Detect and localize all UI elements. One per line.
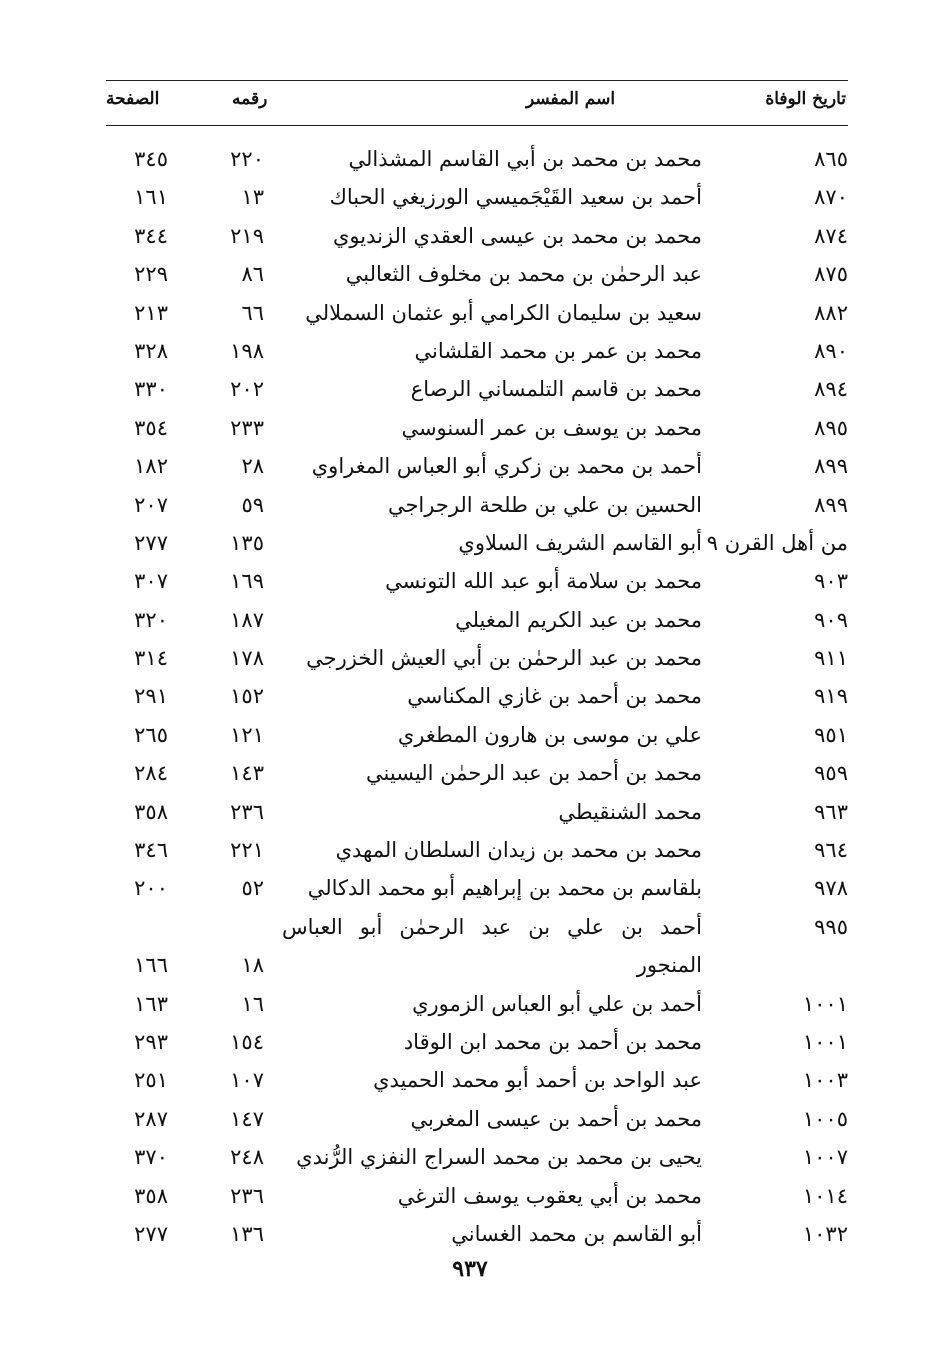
table-row bbox=[106, 447, 848, 485]
death-date: ٨٩٥ bbox=[814, 415, 848, 440]
page-reference: ٢١٣ bbox=[134, 300, 168, 325]
page-reference: ٢٦٥ bbox=[134, 722, 168, 747]
entry-number: ١٨ bbox=[241, 953, 264, 978]
page-reference: ١٨٢ bbox=[134, 454, 168, 479]
table-row bbox=[106, 178, 848, 216]
commentator-name: أحمد بن محمد بن زكري أبو العباس المغراوي bbox=[311, 454, 702, 479]
death-date: ٩٥١ bbox=[814, 722, 848, 747]
commentator-name: أحمد بن سعيد القَيْجَميسي الورزيغي الحباك bbox=[329, 185, 702, 210]
death-date: ٨٦٥ bbox=[814, 147, 848, 171]
entry-number: ١٣٥ bbox=[230, 530, 264, 555]
page-reference: ٢٠٠ bbox=[134, 876, 168, 901]
death-date: ١٠٣٢ bbox=[802, 1221, 848, 1246]
commentator-name: محمد بن محمد بن زيدان السلطان المهدي bbox=[335, 838, 702, 863]
table-row bbox=[106, 793, 848, 831]
death-date: ٩٠٩ bbox=[814, 607, 848, 632]
commentator-name: محمد بن أحمد بن محمد ابن الوقاد bbox=[403, 1030, 702, 1054]
table-body bbox=[106, 140, 848, 1253]
death-date: ٨٧٥ bbox=[814, 262, 848, 287]
commentator-name: محمد بن عبد الرحمٰن بن أبي العيش الخزرجي bbox=[306, 646, 702, 671]
entry-number: ١٠٧ bbox=[230, 1068, 264, 1093]
death-date: ١٠٠٧ bbox=[802, 1145, 848, 1170]
page-reference: ٢٧٧ bbox=[134, 530, 168, 555]
entry-number: ٢٣٦ bbox=[230, 1183, 264, 1208]
entry-number: ٨٦ bbox=[241, 262, 264, 287]
commentator-name: محمد بن أحمد بن غازي المكناسي bbox=[407, 684, 702, 709]
commentator-name: محمد بن محمد بن عيسى العقدي الزنديوي bbox=[332, 223, 702, 248]
death-date: ١٠٠٥ bbox=[802, 1106, 848, 1131]
table-row bbox=[106, 409, 848, 447]
table-row bbox=[106, 831, 848, 869]
commentator-name: عبد الواحد بن أحمد أبو محمد الحميدي bbox=[373, 1068, 702, 1093]
death-date: ٨٩٩ bbox=[814, 454, 848, 479]
entry-number: ٥٩ bbox=[241, 492, 264, 517]
table-row bbox=[106, 601, 848, 639]
entry-number: ٢٨ bbox=[241, 454, 264, 479]
table-row bbox=[106, 1100, 848, 1138]
table-row bbox=[106, 908, 848, 985]
commentator-name: محمد بن عمر بن محمد القلشاني bbox=[414, 338, 702, 363]
page-reference: ٢٨٤ bbox=[134, 761, 168, 786]
commentator-name: محمد الشنقيطي bbox=[558, 799, 702, 824]
page-reference: ٣١٤ bbox=[134, 646, 168, 671]
entry-number: ١٣٦ bbox=[230, 1221, 264, 1246]
death-date: ٩١١ bbox=[814, 646, 848, 671]
table-row bbox=[106, 1138, 848, 1176]
page-reference: ٣٢٨ bbox=[134, 338, 168, 363]
entry-number: ١٧٨ bbox=[230, 646, 264, 671]
commentator-name: يحيى بن محمد بن محمد السراج النفزي الرُّندي bbox=[296, 1145, 702, 1170]
entry-number: ١٦ bbox=[241, 991, 264, 1016]
commentator-name: محمد بن قاسم التلمساني الرصاع bbox=[410, 377, 702, 402]
page-reference: ٢٥١ bbox=[134, 1068, 168, 1093]
death-date: ١٠١٤ bbox=[802, 1183, 848, 1208]
entry-number: ١٤٧ bbox=[230, 1106, 264, 1131]
page-reference: ٢٨٧ bbox=[134, 1106, 168, 1131]
table-row bbox=[106, 754, 848, 792]
commentator-name: محمد بن سلامة أبو عبد الله التونسي bbox=[385, 569, 702, 594]
page-reference: ٣٥٨ bbox=[134, 799, 168, 824]
page-reference: ٢٢٩ bbox=[134, 262, 168, 287]
entry-number: ١٤٣ bbox=[230, 761, 264, 786]
entry-number: ١٥٤ bbox=[230, 1030, 264, 1054]
commentator-name: عبد الرحمٰن بن محمد بن مخلوف الثعالبي bbox=[345, 262, 702, 287]
death-date: ٨٩٩ bbox=[814, 492, 848, 517]
table-row bbox=[106, 255, 848, 293]
page-reference: ٣٠٧ bbox=[134, 569, 168, 594]
entry-number: ٢٣٦ bbox=[230, 799, 264, 824]
death-date: ١٠٠١ bbox=[802, 1030, 848, 1054]
page-reference: ١٦١ bbox=[134, 185, 168, 210]
death-date: ٩٩٥ bbox=[814, 914, 848, 939]
table-row bbox=[106, 677, 848, 715]
table-row bbox=[106, 524, 848, 562]
death-date: ١٠٠٣ bbox=[802, 1068, 848, 1093]
entry-number: ١٦٩ bbox=[230, 569, 264, 594]
table-row bbox=[106, 486, 848, 524]
death-date: ١٠٠١ bbox=[802, 991, 848, 1016]
entry-number: ٥٢ bbox=[241, 876, 264, 901]
page-reference: ٢٩٣ bbox=[134, 1030, 168, 1054]
page-reference: ٣٣٠ bbox=[134, 377, 168, 402]
table-header bbox=[106, 80, 848, 126]
table-row bbox=[106, 217, 848, 255]
entry-number: ٢٢١ bbox=[230, 838, 264, 863]
page-reference: ٢٩١ bbox=[134, 684, 168, 709]
page-reference: ٣٤٦ bbox=[134, 838, 168, 863]
page-reference: ٢٧٧ bbox=[134, 1221, 168, 1246]
table-row bbox=[106, 294, 848, 332]
commentator-name: محمد بن عبد الكريم المغيلي bbox=[455, 607, 702, 632]
table-row bbox=[106, 370, 848, 408]
commentator-name: أحمد بن علي أبو العباس الزموري bbox=[412, 991, 702, 1016]
entry-number: ٢٢٠ bbox=[230, 147, 264, 171]
death-date: ٨٩٤ bbox=[814, 377, 848, 402]
entry-number: ١٥٢ bbox=[230, 684, 264, 709]
entry-number: ١٣ bbox=[241, 185, 264, 210]
commentator-name bbox=[282, 908, 702, 985]
commentator-name: أبو القاسم الشريف السلاوي bbox=[458, 530, 702, 555]
page-reference: ٣٥٤ bbox=[134, 415, 168, 440]
death-date: ٨٧٤ bbox=[814, 223, 848, 248]
death-date: ٩٦٣ bbox=[814, 799, 848, 824]
page-reference: ٣٧٠ bbox=[134, 1145, 168, 1170]
table-row bbox=[106, 1023, 848, 1061]
page-reference: ٣٤٤ bbox=[134, 223, 168, 248]
death-date: ٩٧٨ bbox=[814, 876, 848, 901]
commentator-name: أبو القاسم بن محمد الغساني bbox=[451, 1221, 702, 1246]
commentator-name: محمد بن أحمد بن عيسى المغربي bbox=[410, 1106, 702, 1131]
commentator-name: علي بن موسى بن هارون المطغري bbox=[397, 722, 702, 747]
table-row bbox=[106, 332, 848, 370]
commentator-name: محمد بن أبي يعقوب يوسف الترغي bbox=[397, 1183, 702, 1208]
commentator-name: بلقاسم بن محمد بن إبراهيم أبو محمد الدكالي bbox=[307, 876, 702, 901]
entry-number: ٢٠٢ bbox=[230, 377, 264, 402]
table-row bbox=[106, 140, 848, 178]
commentator-name: محمد بن يوسف بن عمر السنوسي bbox=[401, 415, 702, 440]
entry-number: ٢٤٨ bbox=[230, 1145, 264, 1170]
table-row bbox=[106, 716, 848, 754]
table-row bbox=[106, 1061, 848, 1099]
commentator-name: محمد بن أحمد بن عبد الرحمٰن اليسيني bbox=[366, 761, 702, 786]
death-date: ٨٧٠ bbox=[814, 185, 848, 210]
death-date: ٩١٩ bbox=[814, 684, 848, 709]
page-reference: ٣٢٠ bbox=[134, 607, 168, 632]
commentator-name: الحسين بن علي بن طلحة الرجراجي bbox=[387, 492, 702, 517]
death-date: ٩٠٣ bbox=[814, 569, 848, 594]
death-date: ٨٩٠ bbox=[814, 338, 848, 363]
page-reference: ٣٥٨ bbox=[134, 1183, 168, 1208]
header-death-date: تاريخ الوفاة bbox=[765, 89, 846, 109]
entry-number: ١٢١ bbox=[230, 722, 264, 747]
commentator-name: محمد بن محمد بن أبي القاسم المشذالي bbox=[348, 147, 702, 171]
commentator-name-line-2: المنجور bbox=[636, 953, 702, 978]
page-reference: ١٦٣ bbox=[134, 991, 168, 1016]
page-number: ٩٣٧ bbox=[452, 1256, 488, 1282]
header-entry-number: رقمه bbox=[232, 89, 268, 109]
death-date: من أهل القرن ٩ bbox=[706, 530, 848, 555]
entry-number: ٢١٩ bbox=[230, 223, 264, 248]
entry-number: ٦٦ bbox=[241, 300, 264, 325]
page-reference: ٢٠٧ bbox=[134, 492, 168, 517]
header-page: الصفحة bbox=[106, 89, 160, 109]
table-row bbox=[106, 562, 848, 600]
entry-number: ١٨٧ bbox=[230, 607, 264, 632]
entry-number: ١٩٨ bbox=[230, 338, 264, 363]
table-row bbox=[106, 1177, 848, 1215]
page-reference: ١٦٦ bbox=[134, 953, 168, 978]
death-date: ٨٨٢ bbox=[814, 300, 848, 325]
commentator-name-line-1: أحمد بن علي بن عبد الرحمٰن أبو العباس bbox=[282, 914, 702, 939]
death-date: ٩٥٩ bbox=[814, 761, 848, 786]
table-row bbox=[106, 1215, 848, 1253]
table-row bbox=[106, 985, 848, 1023]
header-commentator-name: اسم المفسر bbox=[526, 89, 616, 109]
death-date: ٩٦٤ bbox=[814, 838, 848, 863]
page-reference: ٣٤٥ bbox=[134, 147, 168, 171]
table-row bbox=[106, 639, 848, 677]
table-row bbox=[106, 869, 848, 907]
entry-number: ٢٣٣ bbox=[230, 415, 264, 440]
commentator-name: سعيد بن سليمان الكرامي أبو عثمان السملالي bbox=[305, 300, 702, 325]
